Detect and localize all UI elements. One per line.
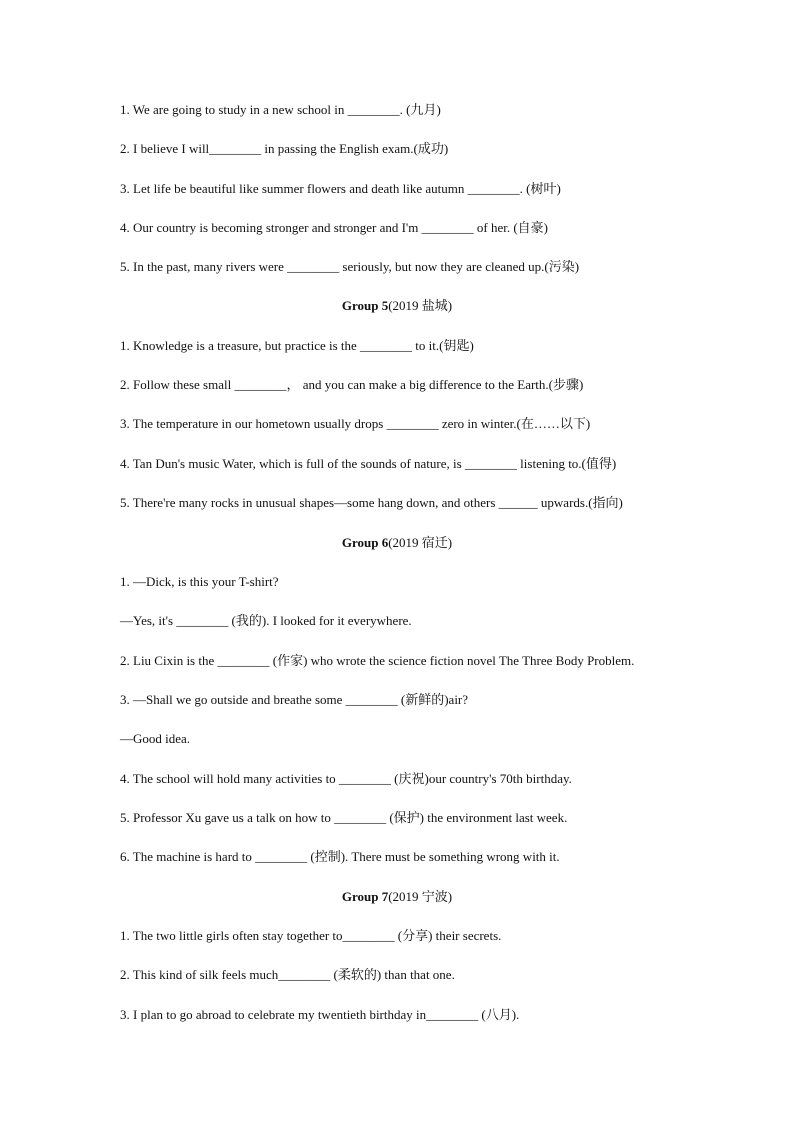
question-line: 5. There're many rocks in unusual shapes—some hang down, and others ______ upwards.(指向) [120, 495, 623, 510]
question-line: 3. The temperature in our hometown usually drops ________ zero in winter.(在……以下) [120, 416, 591, 431]
group-heading [0, 298, 794, 314]
group-heading [0, 535, 794, 551]
question-line: 3. Let life be beautiful like summer flowers and death like autumn ________. (树叶) [120, 181, 561, 196]
question-line: 6. The machine is hard to ________ (控制). There must be something wrong with it. [120, 849, 560, 864]
question-line: 5. Professor Xu gave us a talk on how to ________ (保护) the environment last week. [120, 810, 568, 825]
group-heading [0, 889, 794, 905]
answer-line: —Yes, it's ________ (我的). I looked for it everywhere. [120, 613, 412, 628]
group-title: Group 7 [341, 889, 389, 904]
question-line: 2. I believe I will________ in passing the English exam.(成功) [120, 141, 449, 156]
question-line: 2. Liu Cixin is the ________ (作家) who wrote the science fiction novel The Three Body Problem. [120, 653, 635, 668]
question-line: 3. —Shall we go outside and breathe some ________ (新鲜的)air? [120, 692, 469, 707]
question-line: 4. Tan Dun's music Water, which is full of the sounds of nature, is ________ listening to.(值得) [120, 456, 617, 471]
group-source: (2019 宁波) [388, 889, 453, 904]
question-line: 2. Follow these small ________， and you can make a big difference to the Earth.(步骤) [120, 377, 584, 392]
question-line: 4. Our country is becoming stronger and stronger and I'm ________ of her. (自豪) [120, 220, 549, 235]
question-line: 4. The school will hold many activities to ________ (庆祝)our country's 70th birthday. [120, 771, 572, 786]
question-line: 2. This kind of silk feels much________ (柔软的) than that one. [120, 967, 455, 982]
question-line: 1. We are going to study in a new school in ________. (九月) [120, 102, 441, 117]
question-line: 5. In the past, many rivers were ________ seriously, but now they are cleaned up.(污染) [120, 259, 580, 274]
group-title: Group 6 [341, 535, 389, 550]
question-line: 3. I plan to go abroad to celebrate my twentieth birthday in________ (八月). [120, 1007, 520, 1022]
group-title: Group 5 [341, 298, 389, 313]
group-source: (2019 宿迁) [388, 535, 453, 550]
question-line: 1. Knowledge is a treasure, but practice is the ________ to it.(钥匙) [120, 338, 474, 353]
answer-line: —Good idea. [120, 731, 191, 746]
group-source: (2019 盐城) [388, 298, 453, 313]
question-line: 1. —Dick, is this your T-shirt? [120, 574, 279, 589]
question-line: 1. The two little girls often stay together to________ (分享) their secrets. [120, 928, 502, 943]
